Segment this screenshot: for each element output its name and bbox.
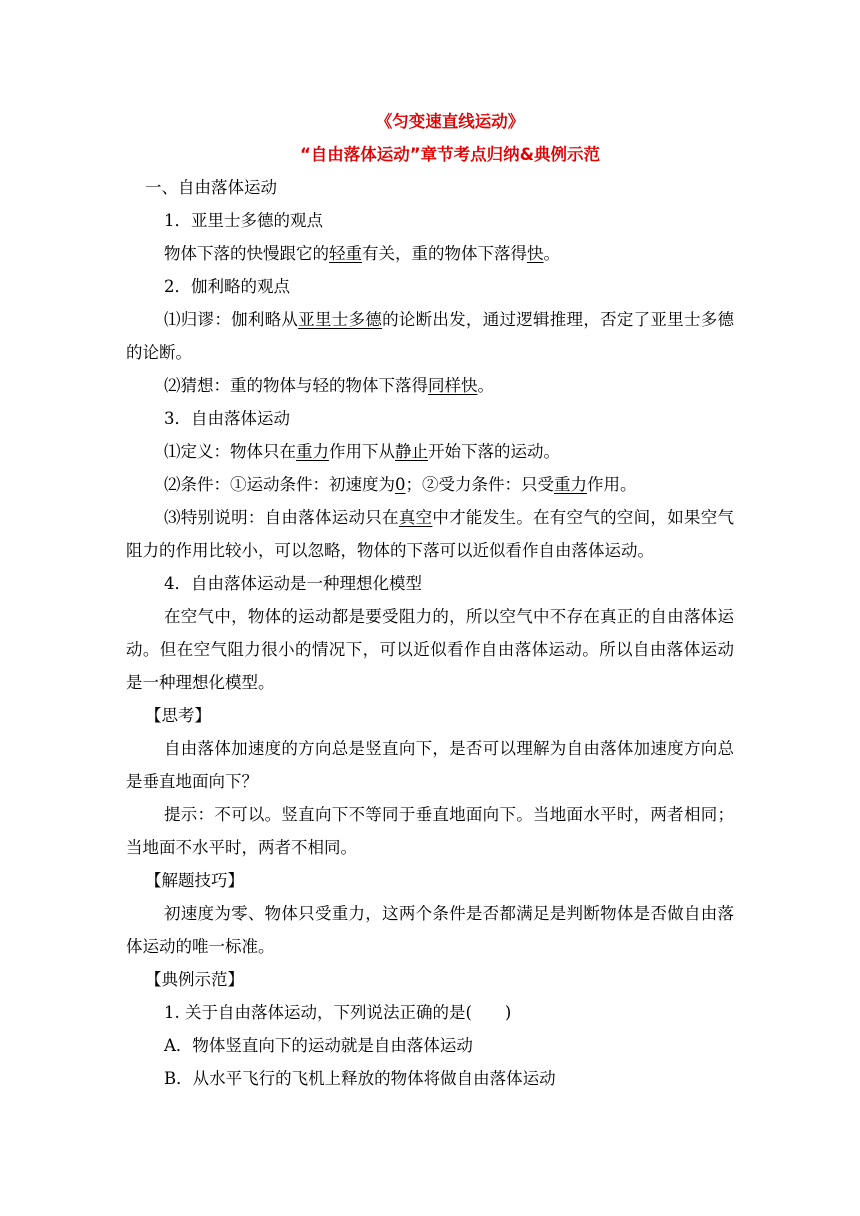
option-a: A．物体竖直向下的运动就是自由落体运动 — [164, 1036, 473, 1055]
tip-label: 【解题技巧】 — [145, 871, 244, 890]
underlined-term: 轻重 — [329, 244, 362, 263]
think-question: 自由落体加速度的方向总是竖直向下，是否可以理解为自由落体加速度方向总是垂直地面向下？ — [126, 739, 734, 791]
paragraph-special-note: ⑶特别说明：自由落体运动只在真空中才能发生。在有空气的空间，如果空气阻力的作用比较小，可以忽略，物体的下落可以近似看作自由落体运动。 — [126, 508, 735, 560]
underlined-term: 静止 — [395, 442, 428, 461]
paragraph-conditions: ⑵条件：①运动条件：初速度为0；②受力条件：只受重力作用。 — [164, 475, 637, 494]
underlined-term: 重力 — [554, 475, 587, 494]
paragraph-ideal-model: 在空气中，物体的运动都是要受阻力的，所以空气中不存在真正的自由落体运动。但在空气阻力很小的情况下，可以近似看作自由落体运动。所以自由落体运动是一种理想化模型。 — [126, 607, 734, 692]
think-answer: 提示：不可以。竖直向下不等同于垂直地面向下。当地面水平时，两者相同；当地面不水平时，两者不相同。 — [126, 805, 734, 857]
section-heading: 一、自由落体运动 — [145, 178, 277, 197]
doc-title: 《匀变速直线运动》 — [375, 112, 525, 131]
underlined-term: 亚里士多德 — [298, 310, 383, 329]
paragraph-aristotle: 物体下落的快慢跟它的轻重有关，重的物体下落得快。 — [164, 244, 560, 263]
subsection-heading-2: 2．伽利略的观点 — [164, 277, 290, 296]
subsection-heading-3: 3．自由落体运动 — [164, 409, 290, 428]
subsection-heading-4: 4．自由落体运动是一种理想化模型 — [164, 574, 422, 593]
option-b: B．从水平飞行的飞机上释放的物体将做自由落体运动 — [164, 1069, 556, 1088]
paragraph-reductio: ⑴归谬：伽利略从亚里士多德的论断出发，通过逻辑推理，否定了亚里士多德的论断。 — [126, 310, 735, 362]
paragraph-conjecture: ⑵猜想：重的物体与轻的物体下落得同样快。 — [164, 376, 494, 395]
underlined-term: 同样快 — [428, 376, 478, 395]
underlined-term: 0 — [395, 475, 406, 494]
underlined-term: 重力 — [296, 442, 329, 461]
subsection-heading-1: 1．亚里士多德的观点 — [164, 211, 323, 230]
tip-text: 初速度为零、物体只受重力，这两个条件是否都满足是判断物体是否做自由落体运动的唯一标准。 — [126, 904, 734, 956]
underlined-term: 真空 — [398, 508, 433, 527]
question-1: 1. 关于自由落体运动，下列说法正确的是( ) — [164, 1003, 512, 1022]
think-label: 【思考】 — [145, 706, 211, 725]
paragraph-definition: ⑴定义：物体只在重力作用下从静止开始下落的运动。 — [164, 442, 560, 461]
underlined-term: 快 — [527, 244, 544, 263]
example-label: 【典例示范】 — [145, 970, 244, 989]
document-body — [126, 105, 734, 1095]
doc-subtitle: “自由落体运动”章节考点归纳&典例示范 — [299, 145, 601, 164]
